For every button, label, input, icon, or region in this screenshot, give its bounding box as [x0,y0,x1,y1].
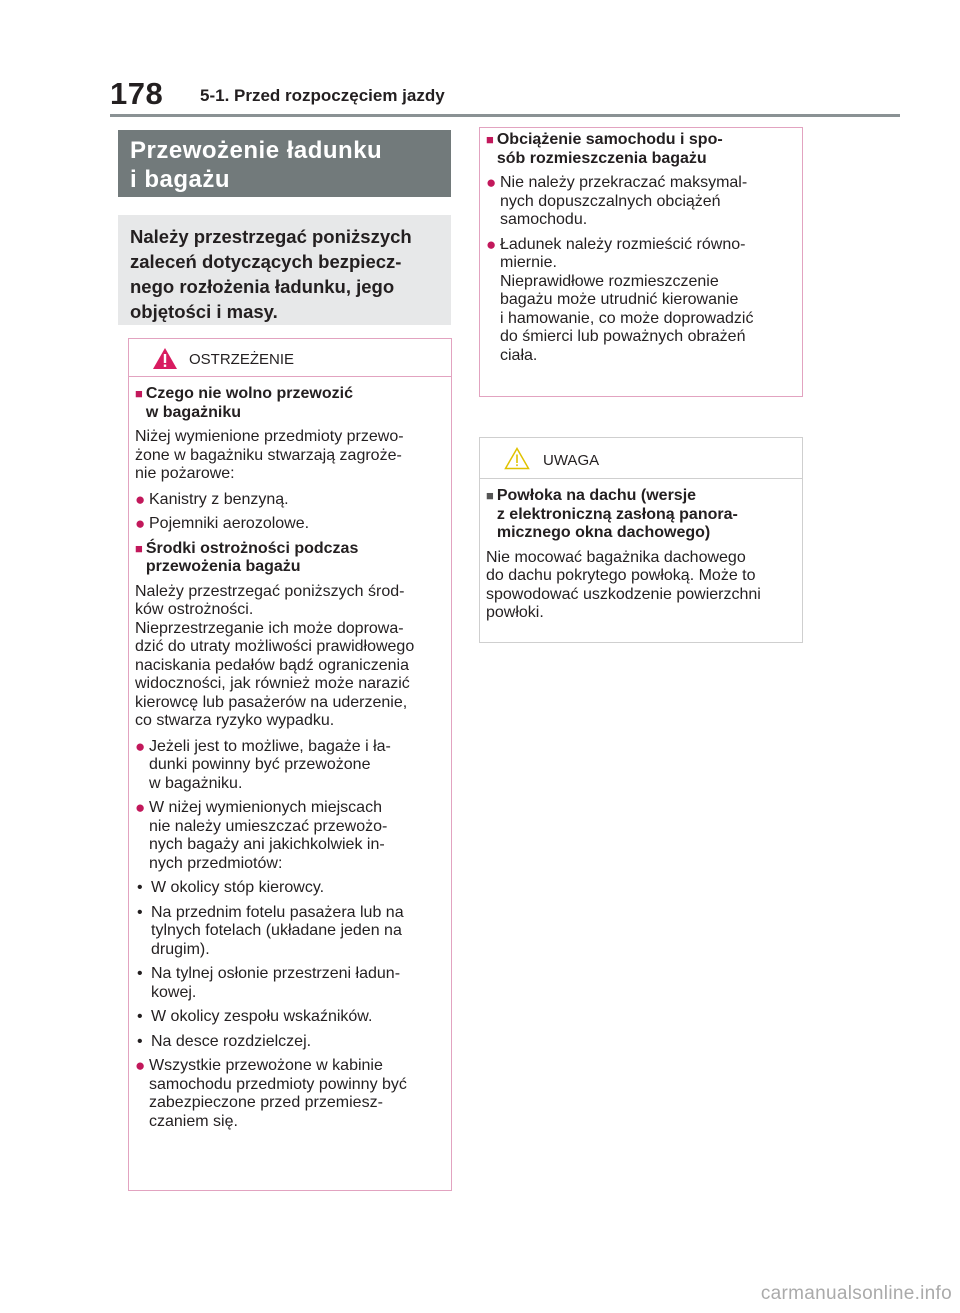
list-item: ● Pojemniki aerozolowe. [135,514,310,533]
notice-box [479,437,803,643]
dot-bullet-icon: ● [135,736,146,756]
dot-bullet-icon: ● [135,489,146,509]
list-item: ● Wszystkie przewożone w kabinie samochodu przedmioty powinny być zabezpieczone przed przemiesz- czaniem się. [135,1056,407,1130]
caution-triangle-icon [504,447,530,470]
warning-label: OSTRZEŻENIE [189,351,295,368]
intro-box [118,215,451,325]
list-item: ● Kanistry z benzyną. [135,489,289,509]
notice-label: UWAGA [543,452,600,469]
warning-subheading-2: ■ Środki ostrożności podczas przewożenia bagażu [135,539,359,575]
warning-body [129,377,451,1131]
watermark-footer: carmanualsonline.info [760,1283,952,1304]
sub-list-item: • W okolicy stóp kierowcy. [137,879,325,896]
square-bullet-icon: ■ [135,540,143,556]
header-rule [110,114,900,117]
warning-subheading-3: ■ Obciążenie samochodu i spo- sób rozmieszczenia bagażu [486,131,723,167]
warning-continuation-body [480,128,802,365]
dot-bullet-icon: ● [486,173,497,192]
section-heading: Przewożenie ładunku i bagażu [130,137,383,193]
list-item: ● W niżej wymienionych miejscach nie należy umieszczać przewożo- nych bagaży ani jakichkolwiek in- nych przedmiotów: [135,798,388,872]
warning-subheading-1: ■ Czego nie wolno przewozić w bagażniku [135,385,353,421]
list-item: ● Nie należy przekraczać maksymal- nych dopuszczalnych obciążeń samochodu. [486,173,748,228]
sub-list-item: • Na przednim fotelu pasażera lub na tylnych fotelach (układane jeden na drugim). [137,903,404,958]
dot-bullet-icon: ● [135,514,146,533]
notice-header [480,438,802,479]
list-item: ● Ładunek należy rozmieścić równo- miernie. Nieprawidłowe rozmieszczenie bagażu może utrudnić kierowanie i hamowanie, co może doprowadzić do śmierci lub poważnych obrażeń ciała. [486,234,754,364]
dot-bullet-icon: ● [486,234,497,254]
warning-box [128,338,452,1191]
warning-triangle-icon [152,347,178,370]
sub-list-item: • W okolicy zespołu wskaźników. [137,1008,373,1025]
intro-text: Należy przestrzegać poniższych zaleceń dotyczących bezpiecz- nego rozłożenia ładunku, jego objętości i masy. [130,226,412,322]
sub-list-item: • Na desce rozdzielczej. [137,1032,312,1050]
warning-paragraph-2: Należy przestrzegać poniższych środ- ków ostrożności. Nieprzestrzeganie ich może doprowa- dzić do utraty możliwości prawidłowego naciskania pedałów bądź ograniczenia widoczności, jak również może narazić kierowcę lub pasażerów na uderzenie, co stwarza ryzyko wypadku. [135,582,415,729]
square-bullet-icon: ■ [135,386,143,401]
section-title: 5-1. Przed rozpoczęciem jazdy [200,86,445,105]
square-bullet-icon: ■ [486,132,494,147]
notice-subheading: ■ Powłoka na dachu (wersje z elektroniczną zasłoną panora- micznego okna dachowego) [486,487,738,541]
section-heading-box [118,130,451,197]
notice-body [480,479,802,623]
dot-bullet-icon: ● [135,1056,146,1075]
sub-list-item: • Na tylnej osłonie przestrzeni ładun- kowej. [137,965,401,1001]
square-bullet-icon: ■ [486,488,494,503]
page-number: 178 [110,76,164,111]
warning-continuation-box [479,127,803,397]
list-item: ● Jeżeli jest to możliwe, bagaże i ła- dunki powinny być przewożone w bagażniku. [135,736,391,792]
warning-paragraph-1: Niżej wymienione przedmioty przewo- żone w bagażniku stwarzają zagroże- nie pożarowe: [135,428,404,482]
notice-paragraph: Nie mocować bagażnika dachowego do dachu pokrytego powłoką. Może to spowodować uszkodzenie powierzchni powłoki. [486,548,761,621]
warning-header [129,339,451,377]
dot-bullet-icon: ● [135,798,146,817]
